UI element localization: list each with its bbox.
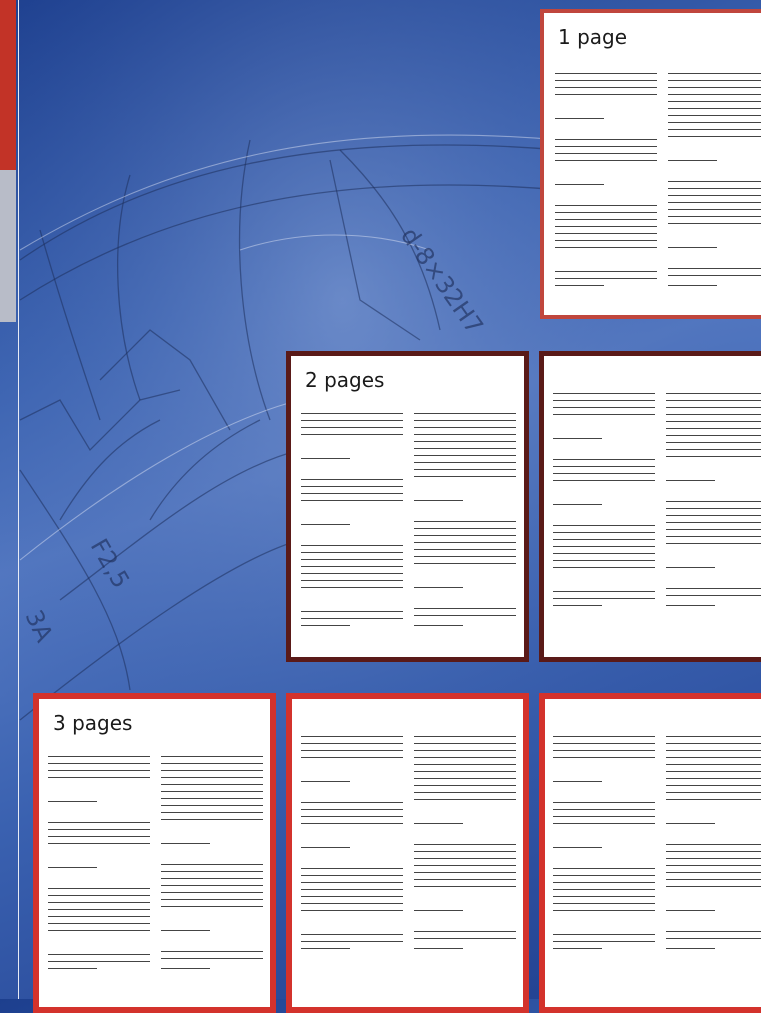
placeholder-text-line bbox=[555, 205, 657, 206]
placeholder-text-line bbox=[414, 615, 516, 616]
placeholder-text-line bbox=[666, 865, 761, 866]
svg-text:d-8×32H7: d-8×32H7 bbox=[395, 222, 489, 340]
placeholder-text-line bbox=[161, 791, 263, 792]
placeholder-text-line bbox=[301, 545, 403, 546]
placeholder-text-line bbox=[666, 567, 715, 568]
placeholder-text-line bbox=[414, 858, 516, 859]
placeholder-text-line bbox=[666, 910, 715, 911]
placeholder-text-line bbox=[301, 500, 403, 501]
placeholder-text-line bbox=[553, 903, 655, 904]
placeholder-text-line bbox=[553, 466, 655, 467]
placeholder-text-line bbox=[48, 968, 97, 969]
placeholder-text-line bbox=[668, 181, 761, 182]
placeholder-text-line bbox=[414, 771, 516, 772]
placeholder-text-line bbox=[553, 407, 655, 408]
placeholder-text-line bbox=[414, 563, 516, 564]
placeholder-text-line bbox=[301, 587, 403, 588]
placeholder-text-line bbox=[668, 122, 761, 123]
placeholder-text-line bbox=[555, 285, 604, 286]
placeholder-text-line bbox=[555, 240, 657, 241]
placeholder-text-line bbox=[666, 515, 761, 516]
placeholder-text-line bbox=[666, 536, 761, 537]
placeholder-text-line bbox=[555, 247, 657, 248]
placeholder-text-line bbox=[301, 736, 403, 737]
svg-text:3A: 3A bbox=[19, 605, 59, 647]
placeholder-text-line bbox=[666, 595, 761, 596]
placeholder-text-line bbox=[414, 420, 516, 421]
placeholder-text-line bbox=[414, 736, 516, 737]
placeholder-text-line bbox=[414, 799, 516, 800]
placeholder-text-line bbox=[553, 480, 655, 481]
placeholder-text-line bbox=[48, 916, 150, 917]
placeholder-text-line bbox=[668, 268, 761, 269]
placeholder-text-line bbox=[301, 566, 403, 567]
placeholder-text-line bbox=[666, 872, 761, 873]
two-pages-label: 2 pages bbox=[305, 368, 385, 392]
placeholder-text-line bbox=[555, 80, 657, 81]
placeholder-text-line bbox=[553, 736, 655, 737]
placeholder-text-line bbox=[414, 476, 516, 477]
placeholder-text-line bbox=[414, 778, 516, 779]
placeholder-text-line bbox=[414, 851, 516, 852]
one-page-label: 1 page bbox=[558, 25, 628, 49]
left-divider-line bbox=[18, 0, 19, 999]
placeholder-text-line bbox=[301, 941, 403, 942]
placeholder-text-line bbox=[666, 771, 761, 772]
left-grey-band bbox=[0, 170, 16, 322]
placeholder-text-line bbox=[555, 278, 657, 279]
placeholder-text-line bbox=[161, 798, 263, 799]
placeholder-text-line bbox=[553, 560, 655, 561]
placeholder-text-line bbox=[414, 500, 463, 501]
placeholder-text-line bbox=[301, 559, 403, 560]
placeholder-text-line bbox=[666, 449, 761, 450]
placeholder-text-line bbox=[555, 219, 657, 220]
placeholder-text-line bbox=[301, 580, 403, 581]
placeholder-text-line bbox=[666, 414, 761, 415]
placeholder-text-line bbox=[666, 522, 761, 523]
placeholder-text-line bbox=[301, 486, 403, 487]
placeholder-text-line bbox=[414, 587, 463, 588]
placeholder-text-line bbox=[666, 764, 761, 765]
placeholder-text-line bbox=[553, 802, 655, 803]
placeholder-text-line bbox=[666, 750, 761, 751]
placeholder-text-line bbox=[553, 896, 655, 897]
placeholder-text-line bbox=[666, 851, 761, 852]
placeholder-text-line bbox=[48, 836, 150, 837]
placeholder-text-line bbox=[301, 427, 403, 428]
placeholder-text-line bbox=[414, 448, 516, 449]
placeholder-text-line bbox=[301, 611, 403, 612]
placeholder-text-line bbox=[301, 903, 403, 904]
placeholder-text-line bbox=[666, 480, 715, 481]
placeholder-text-line bbox=[48, 930, 150, 931]
placeholder-text-line bbox=[666, 879, 761, 880]
placeholder-text-line bbox=[555, 118, 604, 119]
two-pages-sheet-2 bbox=[539, 351, 761, 662]
placeholder-text-line bbox=[161, 878, 263, 879]
placeholder-text-line bbox=[301, 743, 403, 744]
three-pages-sheet-2 bbox=[286, 693, 529, 1013]
left-edge-strip bbox=[0, 0, 20, 999]
placeholder-text-line bbox=[666, 421, 761, 422]
placeholder-text-line bbox=[555, 233, 657, 234]
placeholder-text-line bbox=[414, 441, 516, 442]
placeholder-text-line bbox=[48, 909, 150, 910]
three-pages-label: 3 pages bbox=[53, 711, 133, 735]
placeholder-text-line bbox=[553, 743, 655, 744]
placeholder-text-line bbox=[553, 889, 655, 890]
placeholder-text-line bbox=[414, 556, 516, 557]
placeholder-text-line bbox=[555, 139, 657, 140]
placeholder-text-line bbox=[48, 756, 150, 757]
placeholder-text-line bbox=[414, 535, 516, 536]
placeholder-text-line bbox=[668, 87, 761, 88]
placeholder-text-line bbox=[414, 413, 516, 414]
placeholder-text-line bbox=[668, 129, 761, 130]
placeholder-text-line bbox=[161, 864, 263, 865]
placeholder-text-line bbox=[666, 858, 761, 859]
placeholder-text-line bbox=[666, 743, 761, 744]
placeholder-text-line bbox=[553, 781, 602, 782]
placeholder-text-line bbox=[414, 542, 516, 543]
placeholder-text-line bbox=[666, 501, 761, 502]
placeholder-text-line bbox=[666, 778, 761, 779]
placeholder-text-line bbox=[553, 473, 655, 474]
placeholder-text-line bbox=[414, 625, 463, 626]
placeholder-text-line bbox=[553, 948, 602, 949]
placeholder-text-line bbox=[553, 847, 602, 848]
placeholder-text-line bbox=[666, 938, 761, 939]
placeholder-text-line bbox=[301, 625, 350, 626]
placeholder-text-line bbox=[161, 763, 263, 764]
placeholder-text-line bbox=[555, 87, 657, 88]
placeholder-text-line bbox=[414, 865, 516, 866]
placeholder-text-line bbox=[668, 223, 761, 224]
placeholder-text-line bbox=[301, 420, 403, 421]
placeholder-text-line bbox=[414, 455, 516, 456]
placeholder-text-line bbox=[666, 400, 761, 401]
placeholder-text-line bbox=[666, 736, 761, 737]
placeholder-text-line bbox=[301, 882, 403, 883]
placeholder-text-line bbox=[301, 524, 350, 525]
placeholder-text-line bbox=[414, 764, 516, 765]
placeholder-text-line bbox=[668, 108, 761, 109]
placeholder-text-line bbox=[301, 479, 403, 480]
placeholder-text-line bbox=[553, 605, 602, 606]
placeholder-text-line bbox=[553, 875, 655, 876]
placeholder-text-line bbox=[301, 875, 403, 876]
left-red-band bbox=[0, 0, 16, 170]
placeholder-text-line bbox=[668, 136, 761, 137]
placeholder-text-line bbox=[553, 750, 655, 751]
placeholder-text-line bbox=[414, 462, 516, 463]
placeholder-text-line bbox=[666, 931, 761, 932]
placeholder-text-line bbox=[301, 889, 403, 890]
placeholder-text-line bbox=[414, 608, 516, 609]
placeholder-text-line bbox=[161, 770, 263, 771]
placeholder-text-line bbox=[414, 823, 463, 824]
placeholder-text-line bbox=[414, 872, 516, 873]
placeholder-text-line bbox=[414, 785, 516, 786]
placeholder-text-line bbox=[553, 393, 655, 394]
placeholder-text-line bbox=[414, 844, 516, 845]
placeholder-text-line bbox=[553, 598, 655, 599]
placeholder-text-line bbox=[414, 886, 516, 887]
placeholder-text-line bbox=[666, 543, 761, 544]
placeholder-text-line bbox=[668, 209, 761, 210]
placeholder-text-line bbox=[666, 588, 761, 589]
svg-text:F2,5: F2,5 bbox=[84, 534, 136, 594]
placeholder-text-line bbox=[414, 528, 516, 529]
placeholder-text-line bbox=[666, 393, 761, 394]
placeholder-text-line bbox=[161, 930, 210, 931]
placeholder-text-line bbox=[666, 844, 761, 845]
placeholder-text-line bbox=[161, 958, 263, 959]
placeholder-text-line bbox=[553, 591, 655, 592]
placeholder-text-line bbox=[161, 906, 263, 907]
placeholder-text-line bbox=[666, 757, 761, 758]
placeholder-text-line bbox=[48, 829, 150, 830]
placeholder-text-line bbox=[666, 792, 761, 793]
three-pages-sheet-1 bbox=[33, 693, 276, 1013]
placeholder-text-line bbox=[414, 792, 516, 793]
placeholder-text-line bbox=[161, 968, 210, 969]
placeholder-text-line bbox=[301, 847, 350, 848]
placeholder-text-line bbox=[553, 546, 655, 547]
placeholder-text-line bbox=[553, 882, 655, 883]
placeholder-text-line bbox=[48, 770, 150, 771]
placeholder-text-line bbox=[301, 757, 403, 758]
placeholder-text-line bbox=[301, 868, 403, 869]
placeholder-text-line bbox=[555, 212, 657, 213]
placeholder-text-line bbox=[553, 504, 602, 505]
placeholder-text-line bbox=[301, 802, 403, 803]
placeholder-text-line bbox=[161, 843, 210, 844]
placeholder-text-line bbox=[553, 823, 655, 824]
placeholder-text-line bbox=[301, 458, 350, 459]
placeholder-text-line bbox=[666, 428, 761, 429]
placeholder-text-line bbox=[301, 781, 350, 782]
placeholder-text-line bbox=[555, 160, 657, 161]
placeholder-text-line bbox=[555, 94, 657, 95]
placeholder-text-line bbox=[161, 777, 263, 778]
placeholder-text-line bbox=[668, 101, 761, 102]
placeholder-text-line bbox=[414, 757, 516, 758]
placeholder-text-line bbox=[555, 184, 604, 185]
placeholder-text-line bbox=[301, 573, 403, 574]
placeholder-text-line bbox=[48, 843, 150, 844]
placeholder-text-line bbox=[555, 271, 657, 272]
placeholder-text-line bbox=[668, 275, 761, 276]
placeholder-text-line bbox=[48, 867, 97, 868]
placeholder-text-line bbox=[668, 160, 717, 161]
placeholder-text-line bbox=[161, 784, 263, 785]
placeholder-text-line bbox=[48, 801, 97, 802]
placeholder-text-line bbox=[414, 750, 516, 751]
placeholder-text-line bbox=[553, 525, 655, 526]
placeholder-text-line bbox=[553, 809, 655, 810]
placeholder-text-line bbox=[414, 434, 516, 435]
placeholder-text-line bbox=[553, 868, 655, 869]
placeholder-text-line bbox=[666, 823, 715, 824]
one-page-sheet bbox=[540, 9, 761, 319]
placeholder-text-line bbox=[553, 414, 655, 415]
placeholder-text-line bbox=[553, 459, 655, 460]
placeholder-text-line bbox=[666, 407, 761, 408]
placeholder-text-line bbox=[301, 934, 403, 935]
placeholder-text-line bbox=[161, 805, 263, 806]
placeholder-text-line bbox=[301, 552, 403, 553]
placeholder-text-line bbox=[48, 822, 150, 823]
placeholder-text-line bbox=[301, 896, 403, 897]
placeholder-text-line bbox=[666, 456, 761, 457]
placeholder-text-line bbox=[414, 948, 463, 949]
placeholder-text-line bbox=[666, 886, 761, 887]
placeholder-text-line bbox=[48, 923, 150, 924]
placeholder-text-line bbox=[414, 938, 516, 939]
placeholder-text-line bbox=[161, 885, 263, 886]
placeholder-text-line bbox=[301, 493, 403, 494]
placeholder-text-line bbox=[668, 216, 761, 217]
placeholder-text-line bbox=[161, 899, 263, 900]
placeholder-text-line bbox=[666, 605, 715, 606]
three-pages-sheet-3 bbox=[539, 693, 761, 1013]
placeholder-text-line bbox=[161, 871, 263, 872]
placeholder-text-line bbox=[301, 948, 350, 949]
placeholder-text-line bbox=[48, 954, 150, 955]
placeholder-text-line bbox=[666, 442, 761, 443]
placeholder-text-line bbox=[301, 809, 403, 810]
placeholder-text-line bbox=[48, 888, 150, 889]
placeholder-text-line bbox=[553, 567, 655, 568]
placeholder-text-line bbox=[553, 400, 655, 401]
placeholder-text-line bbox=[414, 879, 516, 880]
placeholder-text-line bbox=[555, 153, 657, 154]
placeholder-text-line bbox=[301, 434, 403, 435]
placeholder-text-line bbox=[301, 750, 403, 751]
placeholder-text-line bbox=[666, 948, 715, 949]
placeholder-text-line bbox=[414, 469, 516, 470]
placeholder-text-line bbox=[666, 508, 761, 509]
placeholder-text-line bbox=[668, 202, 761, 203]
placeholder-text-line bbox=[668, 73, 761, 74]
two-pages-sheet-1 bbox=[286, 351, 529, 662]
placeholder-text-line bbox=[668, 188, 761, 189]
placeholder-text-line bbox=[666, 799, 761, 800]
placeholder-text-line bbox=[301, 910, 403, 911]
placeholder-text-line bbox=[301, 413, 403, 414]
placeholder-text-line bbox=[301, 618, 403, 619]
placeholder-text-line bbox=[553, 438, 602, 439]
placeholder-text-line bbox=[414, 910, 463, 911]
placeholder-text-line bbox=[48, 763, 150, 764]
placeholder-text-line bbox=[553, 910, 655, 911]
placeholder-text-line bbox=[48, 902, 150, 903]
placeholder-text-line bbox=[668, 115, 761, 116]
placeholder-text-line bbox=[414, 931, 516, 932]
placeholder-text-line bbox=[161, 812, 263, 813]
placeholder-text-line bbox=[414, 427, 516, 428]
placeholder-text-line bbox=[301, 816, 403, 817]
placeholder-text-line bbox=[414, 743, 516, 744]
placeholder-text-line bbox=[414, 521, 516, 522]
placeholder-text-line bbox=[553, 941, 655, 942]
placeholder-text-line bbox=[414, 549, 516, 550]
placeholder-text-line bbox=[553, 532, 655, 533]
placeholder-text-line bbox=[553, 539, 655, 540]
placeholder-text-line bbox=[668, 285, 717, 286]
placeholder-text-line bbox=[48, 895, 150, 896]
placeholder-text-line bbox=[668, 80, 761, 81]
placeholder-text-line bbox=[48, 961, 150, 962]
placeholder-text-line bbox=[553, 934, 655, 935]
placeholder-text-line bbox=[555, 73, 657, 74]
placeholder-text-line bbox=[555, 226, 657, 227]
placeholder-text-line bbox=[301, 823, 403, 824]
placeholder-text-line bbox=[555, 146, 657, 147]
placeholder-text-line bbox=[553, 816, 655, 817]
placeholder-text-line bbox=[553, 757, 655, 758]
placeholder-text-line bbox=[161, 892, 263, 893]
placeholder-text-line bbox=[668, 94, 761, 95]
placeholder-text-line bbox=[161, 756, 263, 757]
placeholder-text-line bbox=[666, 435, 761, 436]
placeholder-text-line bbox=[666, 529, 761, 530]
placeholder-text-line bbox=[666, 785, 761, 786]
placeholder-text-line bbox=[668, 195, 761, 196]
placeholder-text-line bbox=[161, 819, 263, 820]
placeholder-text-line bbox=[48, 777, 150, 778]
placeholder-text-line bbox=[553, 553, 655, 554]
placeholder-text-line bbox=[668, 247, 717, 248]
placeholder-text-line bbox=[161, 951, 263, 952]
